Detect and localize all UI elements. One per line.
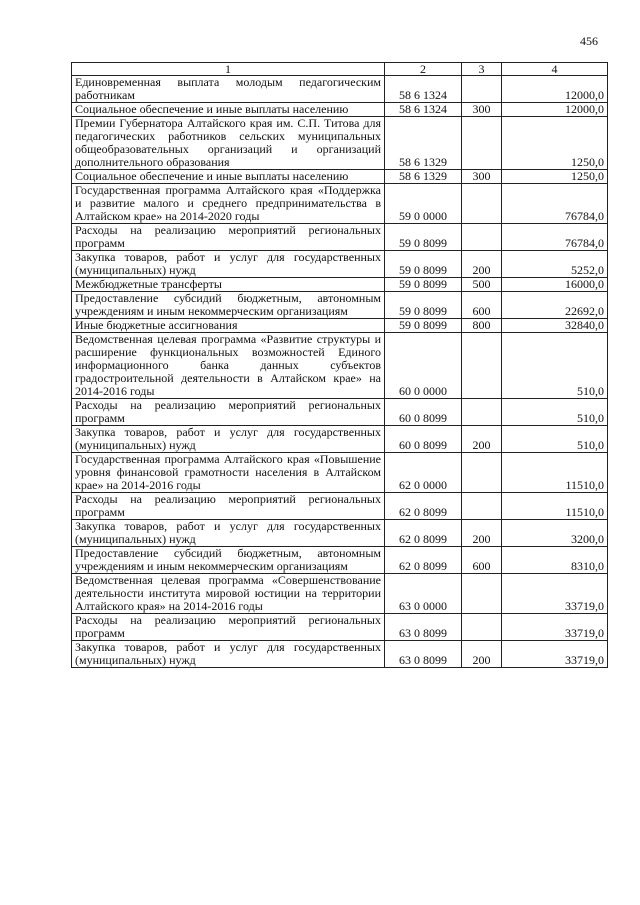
row-code: 58 6 1324 bbox=[385, 103, 462, 117]
row-expense-type bbox=[462, 224, 502, 251]
table-header-row bbox=[72, 63, 608, 76]
row-amount: 1250,0 bbox=[502, 117, 608, 170]
row-amount: 510,0 bbox=[502, 333, 608, 399]
row-code: 62 0 0000 bbox=[385, 453, 462, 493]
row-expense-type bbox=[462, 184, 502, 224]
row-amount: 16000,0 bbox=[502, 278, 608, 292]
row-code: 59 0 8099 bbox=[385, 278, 462, 292]
row-amount: 11510,0 bbox=[502, 493, 608, 520]
row-name: Закупка товаров, работ и услуг для государственных (муниципальных) нужд bbox=[72, 641, 385, 668]
row-expense-type: 600 bbox=[462, 547, 502, 574]
row-expense-type: 500 bbox=[462, 278, 502, 292]
row-code: 60 0 8099 bbox=[385, 399, 462, 426]
row-amount: 8310,0 bbox=[502, 547, 608, 574]
row-code: 63 0 8099 bbox=[385, 641, 462, 668]
row-code: 63 0 0000 bbox=[385, 574, 462, 614]
row-amount: 33719,0 bbox=[502, 614, 608, 641]
row-name: Межбюджетные трансферты bbox=[72, 278, 385, 292]
table-row bbox=[72, 574, 608, 614]
row-code: 59 0 8099 bbox=[385, 292, 462, 319]
row-name: Премии Губернатора Алтайского края им. С.П. Титова для педагогических работников сельских муниципальных общеобразовательных организаций и организаций дополнительного образования bbox=[72, 117, 385, 170]
column-header-4: 4 bbox=[502, 63, 608, 76]
row-code: 63 0 8099 bbox=[385, 614, 462, 641]
column-header-3: 3 bbox=[462, 63, 502, 76]
row-code: 58 6 1329 bbox=[385, 170, 462, 184]
row-name: Иные бюджетные ассигнования bbox=[72, 319, 385, 333]
row-code: 59 0 8099 bbox=[385, 251, 462, 278]
row-name: Расходы на реализацию мероприятий региональных программ bbox=[72, 399, 385, 426]
row-code: 58 6 1329 bbox=[385, 117, 462, 170]
row-amount: 1250,0 bbox=[502, 170, 608, 184]
table-row bbox=[72, 520, 608, 547]
row-expense-type bbox=[462, 399, 502, 426]
row-expense-type: 600 bbox=[462, 292, 502, 319]
row-expense-type: 200 bbox=[462, 426, 502, 453]
row-expense-type bbox=[462, 76, 502, 103]
table-row bbox=[72, 614, 608, 641]
table-row bbox=[72, 493, 608, 520]
row-amount: 33719,0 bbox=[502, 574, 608, 614]
table-row bbox=[72, 278, 608, 292]
row-name: Предоставление субсидий бюджетным, автономным учреждениям и иным некоммерческим организациям bbox=[72, 292, 385, 319]
column-header-1: 1 bbox=[72, 63, 385, 76]
row-code: 59 0 0000 bbox=[385, 184, 462, 224]
table-row bbox=[72, 547, 608, 574]
row-name: Социальное обеспечение и иные выплаты населению bbox=[72, 103, 385, 117]
row-code: 60 0 0000 bbox=[385, 333, 462, 399]
row-expense-type: 800 bbox=[462, 319, 502, 333]
table-row bbox=[72, 453, 608, 493]
table-row bbox=[72, 184, 608, 224]
row-expense-type bbox=[462, 614, 502, 641]
row-code: 60 0 8099 bbox=[385, 426, 462, 453]
row-name: Расходы на реализацию мероприятий региональных программ bbox=[72, 493, 385, 520]
row-name: Предоставление субсидий бюджетным, автономным учреждениям и иным некоммерческим организациям bbox=[72, 547, 385, 574]
row-code: 59 0 8099 bbox=[385, 224, 462, 251]
row-amount: 33719,0 bbox=[502, 641, 608, 668]
row-amount: 76784,0 bbox=[502, 224, 608, 251]
row-amount: 32840,0 bbox=[502, 319, 608, 333]
table-row bbox=[72, 333, 608, 399]
row-code: 59 0 8099 bbox=[385, 319, 462, 333]
row-amount: 76784,0 bbox=[502, 184, 608, 224]
table-row bbox=[72, 319, 608, 333]
table-row bbox=[72, 426, 608, 453]
row-expense-type bbox=[462, 453, 502, 493]
page-number: 456 bbox=[580, 34, 598, 48]
table-row bbox=[72, 117, 608, 170]
row-name: Закупка товаров, работ и услуг для государственных (муниципальных) нужд bbox=[72, 520, 385, 547]
table-row bbox=[72, 251, 608, 278]
row-name: Единовременная выплата молодым педагогическим работникам bbox=[72, 76, 385, 103]
row-amount: 12000,0 bbox=[502, 76, 608, 103]
row-amount: 5252,0 bbox=[502, 251, 608, 278]
row-name: Государственная программа Алтайского края «Поддержка и развитие малого и среднего предпринимательства в Алтайском крае» на 2014-2020 годы bbox=[72, 184, 385, 224]
row-amount: 510,0 bbox=[502, 426, 608, 453]
budget-table-body bbox=[72, 63, 608, 668]
row-amount: 11510,0 bbox=[502, 453, 608, 493]
row-expense-type bbox=[462, 493, 502, 520]
row-name: Расходы на реализацию мероприятий региональных программ bbox=[72, 614, 385, 641]
row-name: Закупка товаров, работ и услуг для государственных (муниципальных) нужд bbox=[72, 251, 385, 278]
row-code: 58 6 1324 bbox=[385, 76, 462, 103]
row-amount: 12000,0 bbox=[502, 103, 608, 117]
row-expense-type: 200 bbox=[462, 520, 502, 547]
table-row bbox=[72, 103, 608, 117]
row-name: Ведомственная целевая программа «Совершенствование деятельности института мировой юстиции на территории Алтайского края» на 2014-2016 годы bbox=[72, 574, 385, 614]
row-name: Расходы на реализацию мероприятий региональных программ bbox=[72, 224, 385, 251]
row-expense-type bbox=[462, 574, 502, 614]
row-name: Государственная программа Алтайского края «Повышение уровня финансовой грамотности населения в Алтайском крае» на 2014-2016 годы bbox=[72, 453, 385, 493]
column-header-2: 2 bbox=[385, 63, 462, 76]
row-amount: 510,0 bbox=[502, 399, 608, 426]
row-expense-type bbox=[462, 117, 502, 170]
row-name: Закупка товаров, работ и услуг для государственных (муниципальных) нужд bbox=[72, 426, 385, 453]
table-row bbox=[72, 76, 608, 103]
row-expense-type: 300 bbox=[462, 170, 502, 184]
row-amount: 3200,0 bbox=[502, 520, 608, 547]
table-row bbox=[72, 170, 608, 184]
table-row bbox=[72, 292, 608, 319]
row-expense-type: 200 bbox=[462, 251, 502, 278]
row-expense-type: 200 bbox=[462, 641, 502, 668]
row-code: 62 0 8099 bbox=[385, 547, 462, 574]
row-name: Социальное обеспечение и иные выплаты населению bbox=[72, 170, 385, 184]
row-code: 62 0 8099 bbox=[385, 520, 462, 547]
table-row bbox=[72, 224, 608, 251]
row-expense-type: 300 bbox=[462, 103, 502, 117]
budget-table bbox=[71, 62, 608, 668]
row-expense-type bbox=[462, 333, 502, 399]
row-code: 62 0 8099 bbox=[385, 493, 462, 520]
row-name: Ведомственная целевая программа «Развитие структуры и расширение функциональных возможностей Единого информационного банка данных субъектов градостроительной деятельности в Алтайском крае» на 2014-2016 годы bbox=[72, 333, 385, 399]
table-row bbox=[72, 641, 608, 668]
row-amount: 22692,0 bbox=[502, 292, 608, 319]
table-row bbox=[72, 399, 608, 426]
